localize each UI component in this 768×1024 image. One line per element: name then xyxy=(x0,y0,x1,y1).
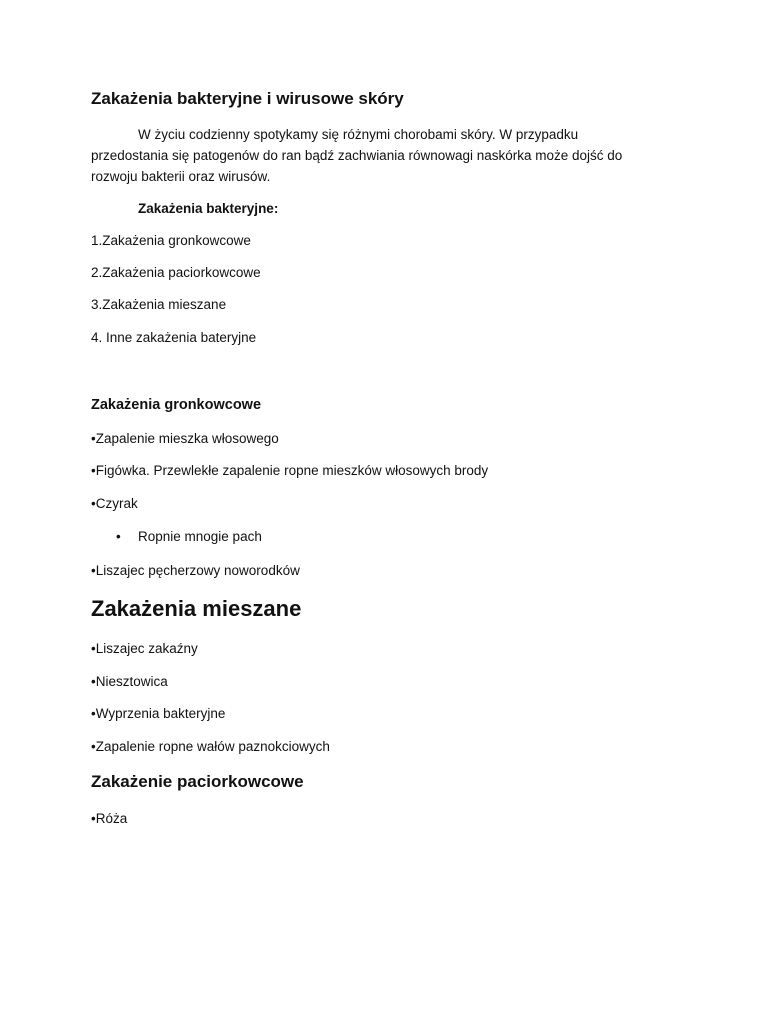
section-heading-staph: Zakażenia gronkowcowe xyxy=(91,397,262,413)
intro-line-2: przedostania się patogenów do ran bądź zachwiania równowagi naskórka może dojść do xyxy=(91,148,623,163)
list-item: •Liszajec zakaźny xyxy=(91,641,198,656)
indented-list-item-text: Ropnie mnogie pach xyxy=(138,529,262,544)
list-item: 2.Zakażenia paciorkowcowe xyxy=(91,265,261,280)
bacterial-heading: Zakażenia bakteryjne: xyxy=(138,201,279,216)
section-heading-strep: Zakażenie paciorkowcowe xyxy=(91,772,304,791)
intro-paragraph xyxy=(91,124,671,187)
list-item: •Czyrak xyxy=(91,496,138,511)
list-item: •Zapalenie ropne wałów paznokciowych xyxy=(91,739,330,754)
list-item: 1.Zakażenia gronkowcowe xyxy=(91,233,251,248)
intro-line-1 xyxy=(91,124,671,145)
list-item: •Liszajec pęcherzowy noworodków xyxy=(91,563,300,578)
list-item: 3.Zakażenia mieszane xyxy=(91,297,227,312)
indented-list-item xyxy=(116,529,262,545)
list-item: •Róża xyxy=(91,811,128,826)
list-item: •Niesztowica xyxy=(91,674,168,689)
bullet-marker: • xyxy=(116,529,121,544)
list-item: 4. Inne zakażenia bateryjne xyxy=(91,330,257,345)
document-title: Zakażenia bakteryjne i wirusowe skóry xyxy=(91,89,404,108)
intro-line-3: rozwoju bakterii oraz wirusów. xyxy=(91,169,271,184)
list-item: •Zapalenie mieszka włosowego xyxy=(91,431,279,446)
section-heading-mixed: Zakażenia mieszane xyxy=(91,596,302,621)
intro-line-1-text: W życiu codzienny spotykamy się różnymi chorobami skóry. W przypadku xyxy=(138,127,579,142)
list-item: •Wyprzenia bakteryjne xyxy=(91,706,226,721)
list-item: •Figówka. Przewlekłe zapalenie ropne mieszków włosowych brody xyxy=(91,463,489,478)
